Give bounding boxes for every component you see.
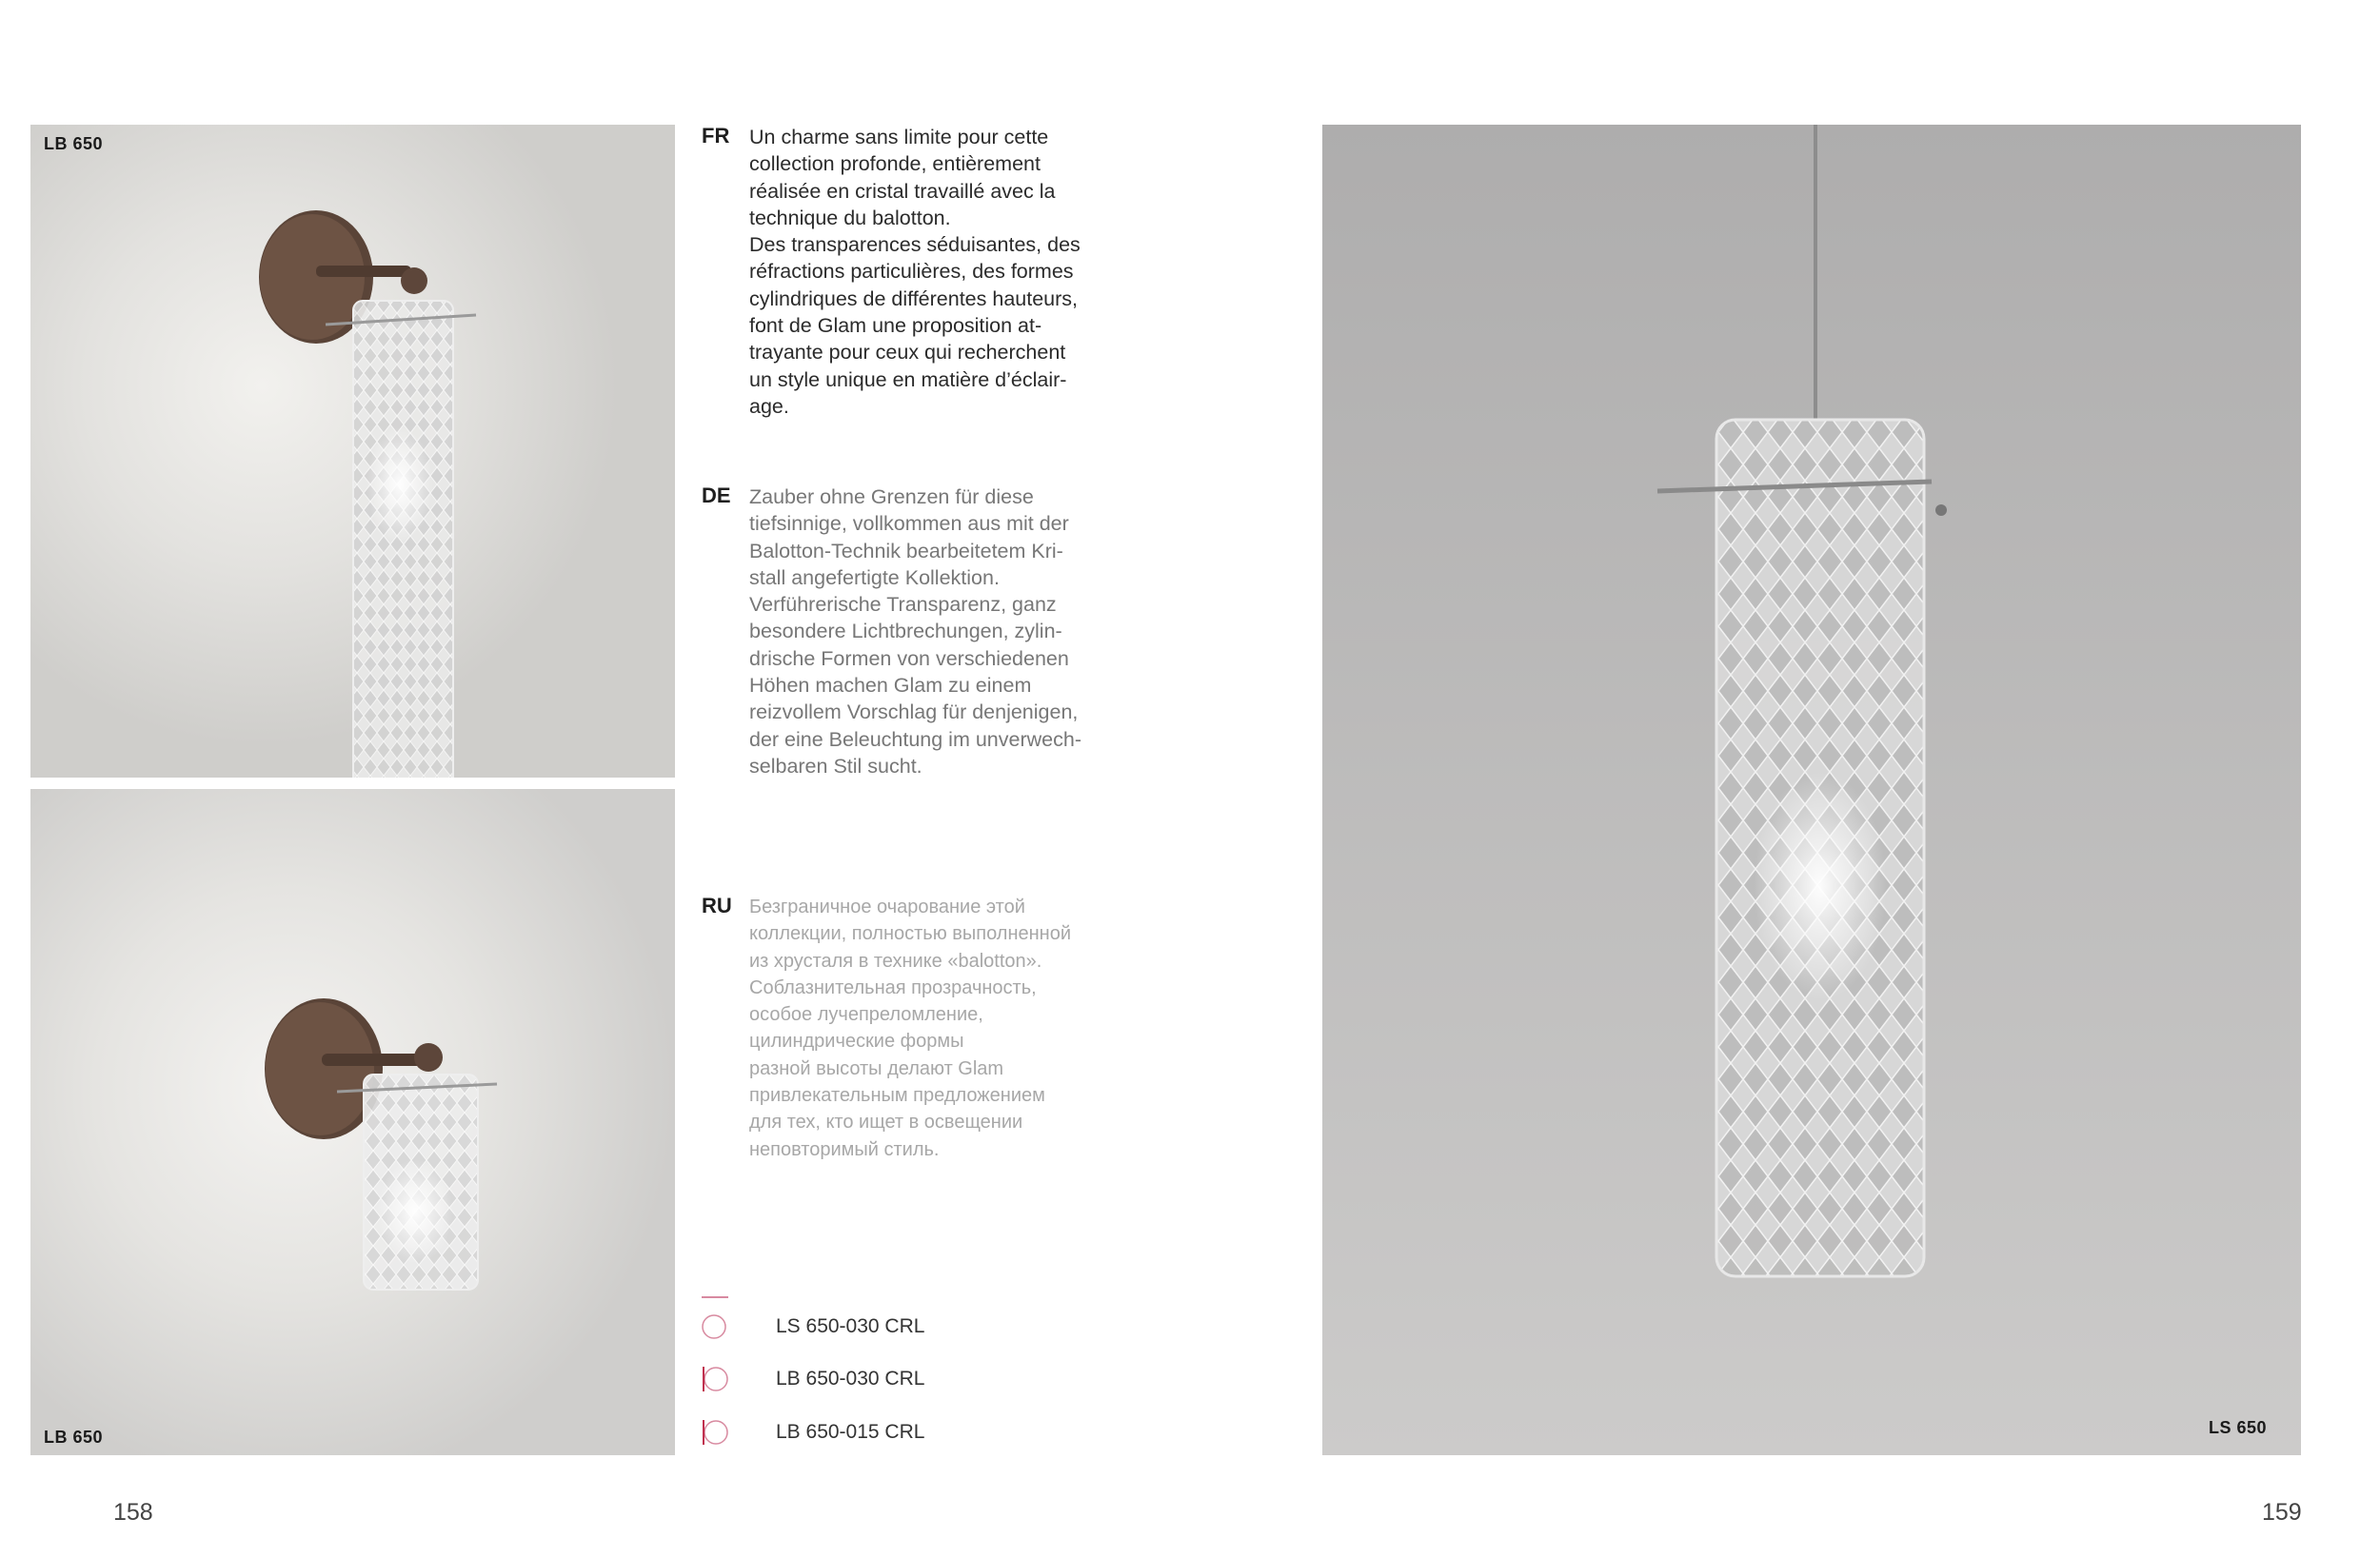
description-text: Un charme sans limite pour cette collection profonde, entièrement réalisée en cristal travaillé avec la technique du balotton. Des transparences séduisantes, des réfractions particulières, des formes cylindriques de différentes hauteurs, font de Glam une proposition at- trayante pour ceux qui recherchent un style unique en matière d’éclair- age. [749,126,1081,418]
pendant-lamp-image [1322,125,2301,1455]
description-text: Zauber ohne Grenzen für diese tiefsinnige, vollkommen aus mit der Balotton-Technik bearbeitetem Kri- stall angefertigte Kollektion. Verführerische Transparenz, ganz besondere Lichtbrechungen, zylin- drische Formen von verschiedenen Höhen machen Glam zu einem reizvollem Vorschlag für denjenigen, der eine Beleuchtung im unverwech- selbaren Stil sucht. [749,485,1081,778]
language-code: DE [702,483,731,507]
pendant-circle-icon [702,1311,732,1342]
model-row [702,1311,1082,1346]
photo-label: LS 650 [2208,1418,2267,1437]
model-code: LB 650-015 CRL [776,1421,925,1443]
description-text: Безграничное очарование этой коллекции, полностью выполненной из хрусталя в технике «balotton». Соблазнительная прозрачность, особое лучепреломление, цилиндрические формы разной высоты делают Glam привлекательным предложением для тех, кто ищет в освещении неповторимый стиль. [749,897,1072,1160]
wall-lamp-image [30,125,675,778]
wall-circle-icon [702,1364,732,1394]
accent-line [702,1296,728,1298]
model-code: LS 650-030 CRL [776,1315,925,1337]
photo-label: LB 650 [44,134,104,153]
page-number-left: 158 [113,1499,153,1526]
wall-lamp-image [30,789,675,1455]
page-number-right: 159 [2262,1499,2302,1526]
wall-lamp-photo-bottom [30,789,675,1455]
model-code: LB 650-030 CRL [776,1368,925,1390]
language-code: RU [702,894,732,917]
photo-label: LB 650 [44,1428,104,1447]
wall-lamp-photo-top [30,125,675,778]
model-row [702,1364,1082,1398]
language-code: FR [702,124,730,148]
wall-circle-icon [702,1417,732,1448]
pendant-lamp-photo [1322,125,2301,1455]
model-row [702,1417,1082,1451]
